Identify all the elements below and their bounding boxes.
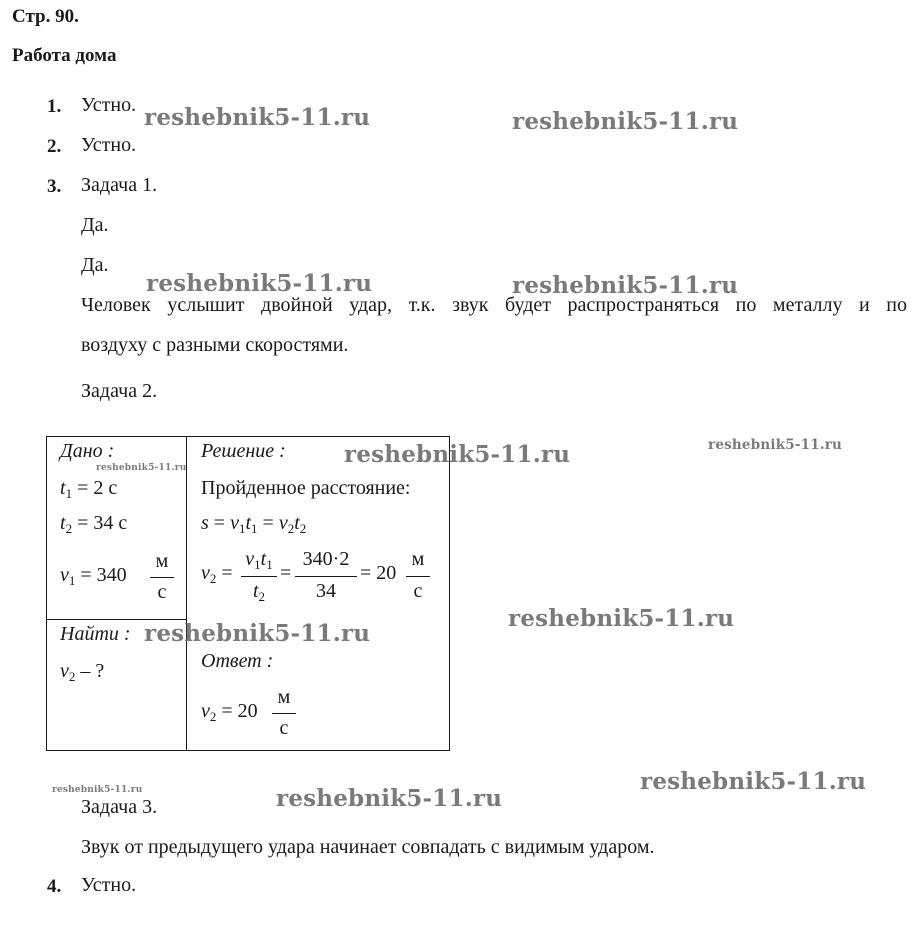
watermark: reshebnik5-11.ru (708, 437, 843, 453)
given-label: Дано : (60, 440, 115, 462)
equals-sign: = (280, 562, 292, 584)
given-t2: $t_2 = 34$ с (60, 512, 128, 536)
item-2-number: 2. (47, 136, 62, 157)
find-v2: $v_2$ – ? (60, 660, 105, 684)
answer-unit-den: с (279, 717, 289, 739)
answer-unit-num: м (277, 686, 291, 708)
watermark: reshebnik5-11.ru (344, 441, 571, 468)
formula-v2-lhs: $v_2$ = (201, 562, 233, 586)
answer-v2: $v_2 = 20$ (201, 700, 258, 724)
watermark: reshebnik5-11.ru (144, 104, 371, 131)
task1-explanation-line-1: Человек услышит двойной удар, т.к. звук будет распространяться по металлу и по (81, 294, 907, 316)
given-v1: $v_1 = 340$ (60, 564, 127, 588)
find-label: Найти : (60, 623, 131, 645)
given-v1-unit-den: с (157, 581, 167, 603)
task1-answer-2: Да. (81, 254, 109, 276)
watermark: reshebnik5-11.ru (508, 605, 735, 632)
frac1-denominator: $t_2$ (252, 580, 266, 604)
item-2-text: Устно. (81, 134, 137, 156)
watermark: reshebnik5-11.ru (512, 108, 739, 135)
watermark: reshebnik5-11.ru (512, 272, 739, 299)
watermark: reshebnik5-11.ru (276, 785, 503, 812)
formula-result: = 20 (360, 562, 397, 584)
item-3-number: 3. (47, 176, 62, 197)
page-number: Стр. 90. (12, 6, 79, 27)
solution-label: Решение : (201, 440, 286, 462)
result-unit-den: с (413, 580, 423, 602)
watermark: reshebnik5-11.ru (144, 620, 371, 647)
watermark: reshebnik5-11.ru (96, 463, 187, 473)
task2-title: Задача 2. (81, 380, 158, 402)
task3-text: Звук от предыдущего удара начинает совпадать с видимым ударом. (81, 836, 655, 858)
watermark: reshebnik5-11.ru (52, 785, 143, 795)
distance-text: Пройденное расстояние: (201, 477, 411, 499)
result-unit-num: м (411, 548, 425, 570)
frac2-denominator: 34 (316, 580, 336, 602)
item-1-text: Устно. (81, 94, 137, 116)
frac2-numerator: 340·2 (302, 548, 350, 570)
given-v1-unit-num: м (155, 550, 169, 572)
section-title: Работа дома (12, 45, 117, 66)
item-4-number: 4. (47, 876, 62, 897)
watermark: reshebnik5-11.ru (146, 270, 373, 297)
task1-answer-1: Да. (81, 214, 109, 236)
formula-distance: $s = v_1t_1 = v_2t_2$ (201, 512, 307, 536)
answer-label: Ответ : (201, 650, 274, 672)
watermark: reshebnik5-11.ru (640, 768, 867, 795)
frac1-numerator: $v_1t_1$ (245, 548, 273, 572)
item-1-number: 1. (47, 96, 62, 117)
task3-title: Задача 3. (81, 796, 158, 818)
item-3-text: Задача 1. (81, 174, 158, 196)
item-4-text: Устно. (81, 874, 137, 896)
task1-explanation-line-2: воздуху с разными скоростями. (81, 334, 349, 356)
given-t1: $t_1 = 2$ с (60, 477, 118, 501)
